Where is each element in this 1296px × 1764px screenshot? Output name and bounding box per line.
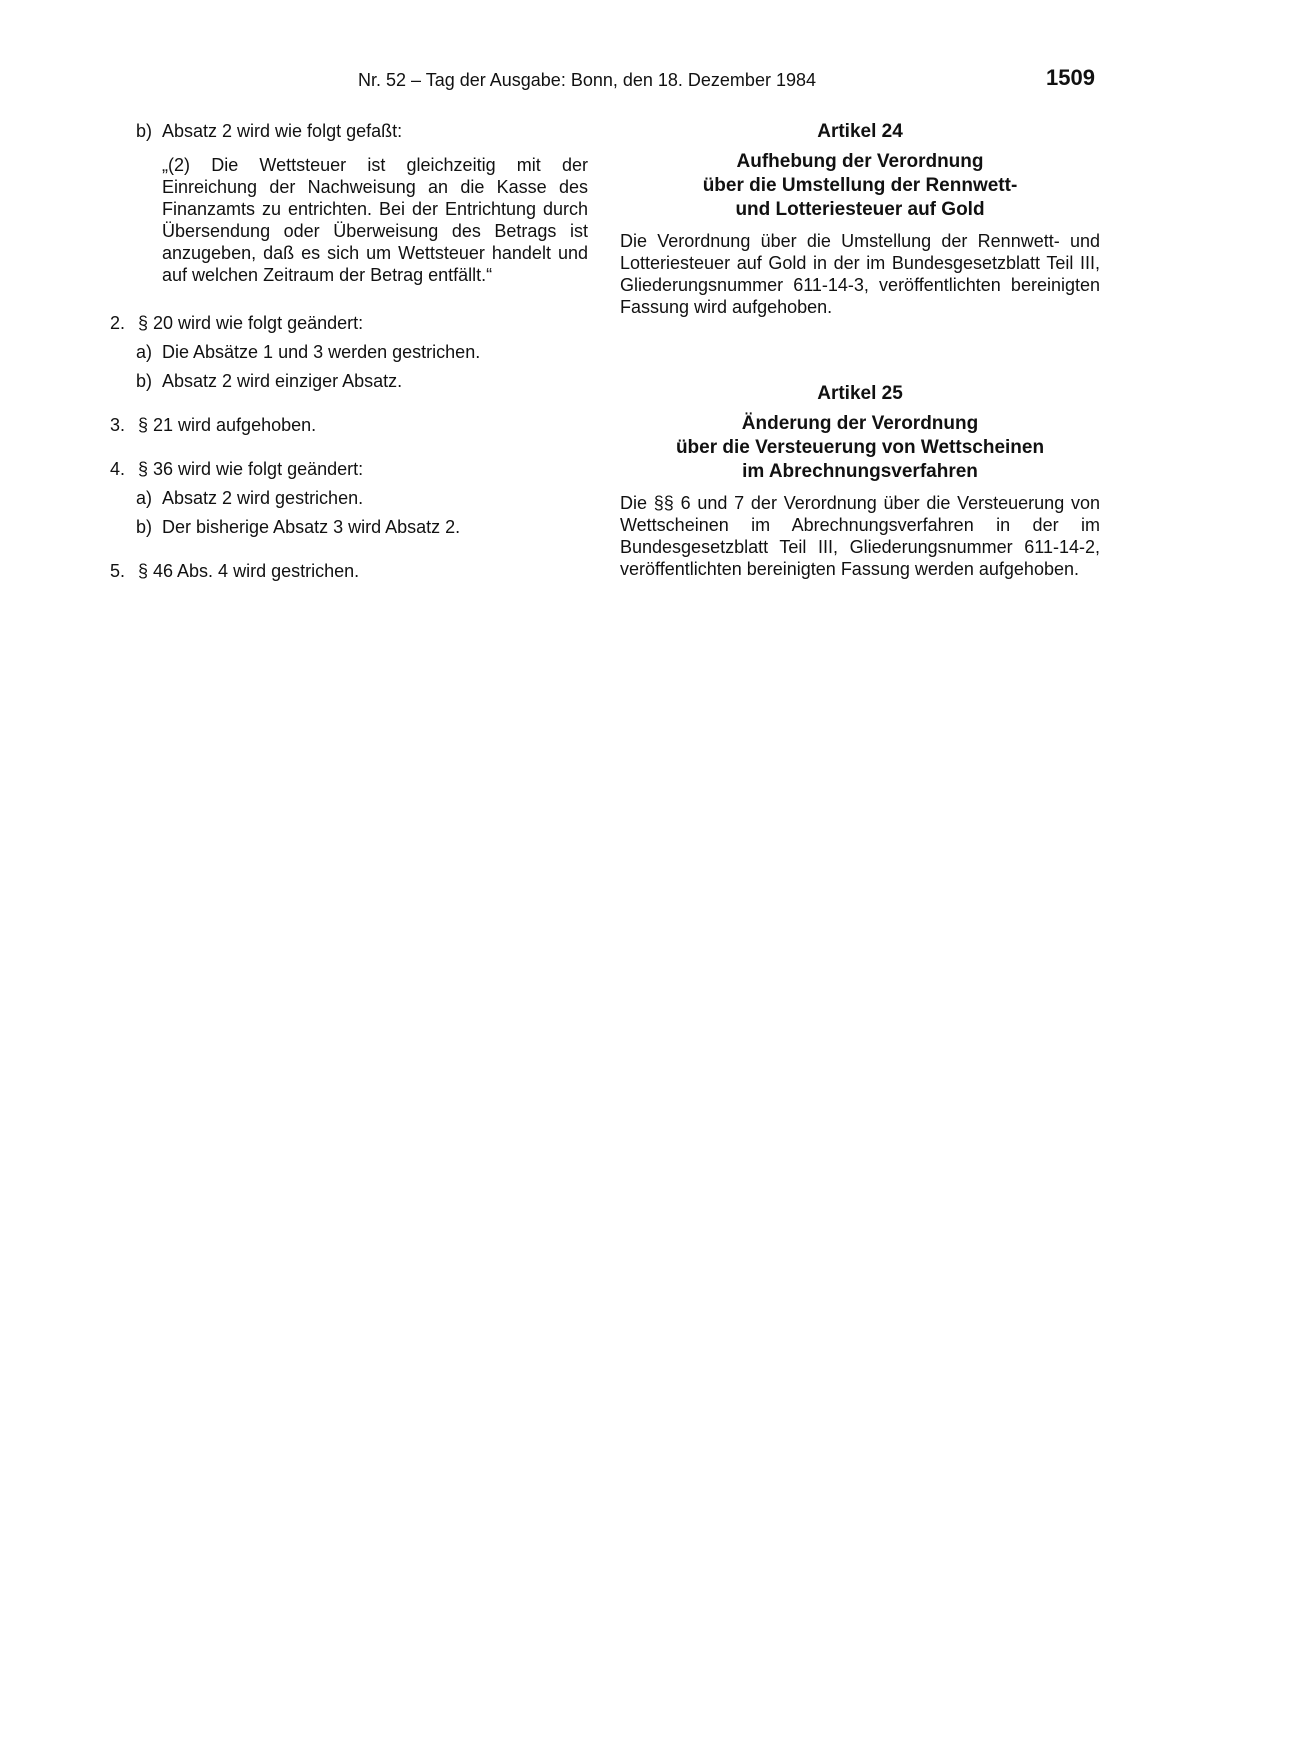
page-number: 1509 [1046,65,1095,90]
item-label: 5. [110,561,126,581]
right-column [620,120,1100,580]
list-item [110,414,588,436]
list-subitem [110,370,588,392]
article-heading-line: im Abrechnungsverfahren [742,461,978,482]
item-label: 4. [110,459,126,479]
article-title: Artikel 24 [817,121,903,142]
subitem-text: Absatz 2 wird einziger Absatz. [162,371,403,391]
item-label: 2. [110,313,126,333]
article-title: Artikel 25 [817,383,903,404]
subitem-label: b) [136,517,153,537]
list-item [110,560,588,582]
list-subitem [110,341,588,363]
item-text: § 21 wird aufgehoben. [138,415,317,435]
list-subitem [110,487,588,509]
item-label: 3. [110,415,126,435]
left-column [110,120,588,582]
subitem-label: a) [136,488,153,508]
list-subitem [110,516,588,538]
quoted-paragraph: „(2) Die Wettsteuer ist gleichzeitig mit der Einreichung der Nachweisung an die Kasse des Finanzamts zu entrichten. Bei der Entrichtung durch Übersendung oder Überweisung des Betrags ist anzugeben, daß es sich um Wettsteuer handelt und auf welchen Zeitraum der Betrag entfällt.“ [162,155,588,285]
item-text: § 20 wird wie folgt geändert: [138,313,364,333]
article-25 [620,382,1100,580]
article-heading-line: Aufhebung der Verordnung [736,151,984,172]
item-text: § 46 Abs. 4 wird gestrichen. [138,561,360,581]
subitem-label: b) [136,371,153,391]
subitem-text: Absatz 2 wird gestrichen. [162,488,364,508]
item-text: § 36 wird wie folgt geändert: [138,459,364,479]
article-body: Die Verordnung über die Umstellung der Rennwett- und Lotteriesteuer auf Gold in der im Bundesgesetzblatt Teil III, Gliederungsnummer 611-14-3, veröffentlichten bereinigten Fassung wird aufgehoben. [620,231,1100,317]
article-heading-line: über die Versteuerung von Wettscheinen [675,437,1045,458]
list-item [110,312,588,334]
issue-line: Nr. 52 – Tag der Ausgabe: Bonn, den 18. Dezember 1984 [358,70,816,90]
article-heading-line: und Lotteriesteuer auf Gold [735,199,985,220]
subitem-text: Der bisherige Absatz 3 wird Absatz 2. [162,517,461,537]
list-item-b-absatz-2 [110,120,588,142]
list-item [110,458,588,480]
item-text: Absatz 2 wird wie folgt gefaßt: [162,121,403,141]
article-heading-line: Änderung der Verordnung [741,413,979,434]
subitem-label: a) [136,342,153,362]
article-heading-line: über die Umstellung der Rennwett- [702,175,1018,196]
subitem-text: Die Absätze 1 und 3 werden gestrichen. [162,342,481,362]
article-24 [620,120,1100,318]
item-4-group [110,458,588,538]
item-2-group [110,312,588,392]
item-label: b) [136,121,153,141]
article-body: Die §§ 6 und 7 der Verordnung über die Versteuerung von Wettscheinen im Abrechnungsverfahren in der im Bundesgesetzblatt Teil III, Gliederungsnummer 611-14-2, veröffentlichten bereinigten Fassung werden aufgehoben. [620,493,1100,579]
